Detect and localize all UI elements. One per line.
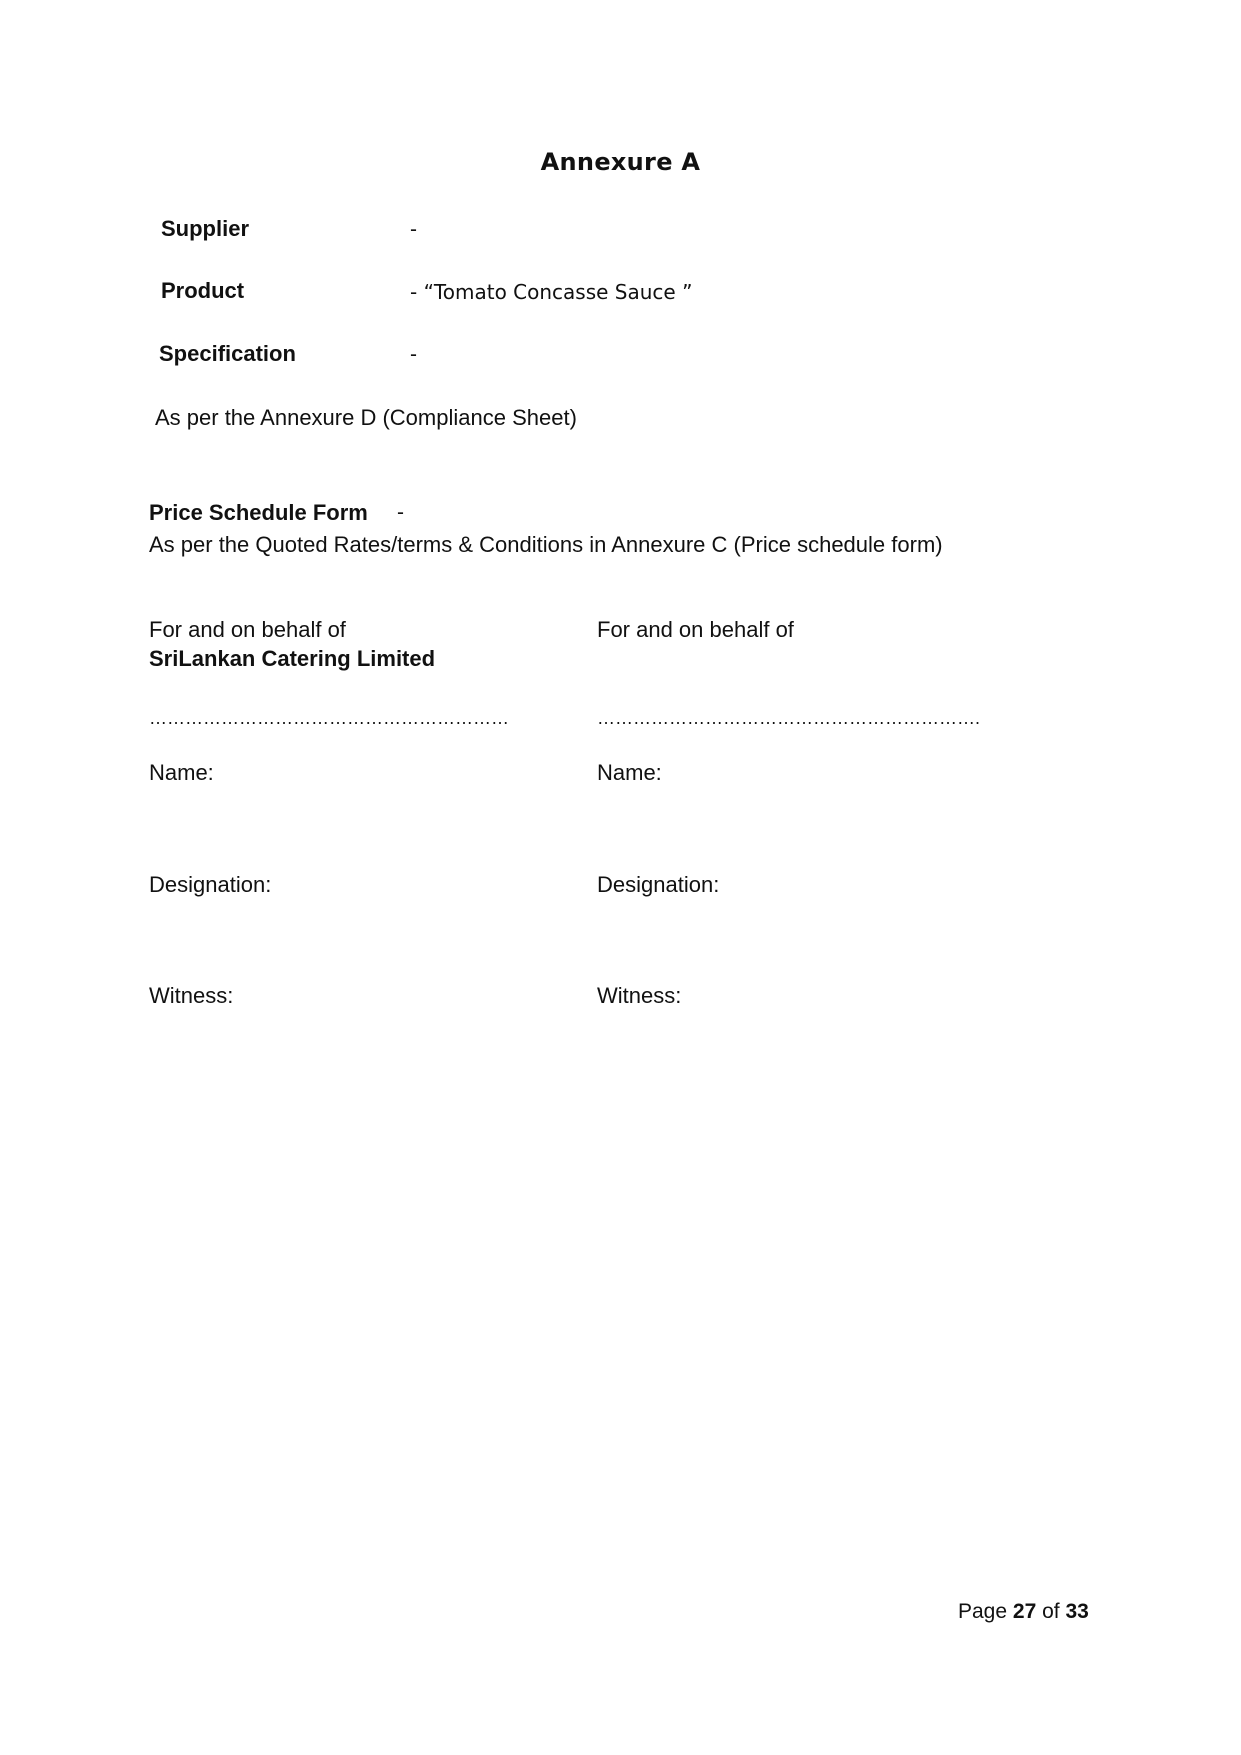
page-title: Annexure A (540, 148, 701, 176)
specification-label: Specification (159, 341, 296, 366)
price-schedule-label: Price Schedule Form (149, 500, 368, 525)
right-signature-line: ………………………………………………………. (597, 708, 981, 728)
right-designation-label: Designation: (597, 872, 720, 897)
left-name-label: Name: (149, 760, 214, 785)
supplier-label: Supplier (161, 216, 250, 241)
right-witness-label: Witness: (597, 983, 682, 1008)
specification-note: As per the Annexure D (Compliance Sheet) (155, 405, 577, 430)
supplier-value: - (410, 218, 417, 241)
price-schedule-note: As per the Quoted Rates/terms & Conditions in Annexure C (Price schedule form) (149, 532, 943, 557)
left-behalf-text: For and on behalf of (149, 617, 346, 642)
page-number (958, 1600, 1089, 1624)
left-signature-line: …………………………………………………… (149, 708, 509, 728)
right-behalf-text: For and on behalf of (597, 617, 794, 642)
product-value: - “Tomato Concasse Sauce ” (410, 280, 693, 304)
product-label: Product (161, 278, 245, 303)
page-prefix: Page (958, 1600, 1008, 1623)
right-name-label: Name: (597, 760, 662, 785)
left-designation-label: Designation: (149, 872, 272, 897)
left-company-name: SriLankan Catering Limited (149, 646, 436, 671)
specification-value: - (410, 343, 417, 366)
page-current: 27 (1012, 1600, 1037, 1623)
left-witness-label: Witness: (149, 983, 234, 1008)
price-schedule-dash: - (397, 501, 404, 524)
page-of: of (1042, 1600, 1060, 1623)
page-total: 33 (1065, 1600, 1089, 1623)
